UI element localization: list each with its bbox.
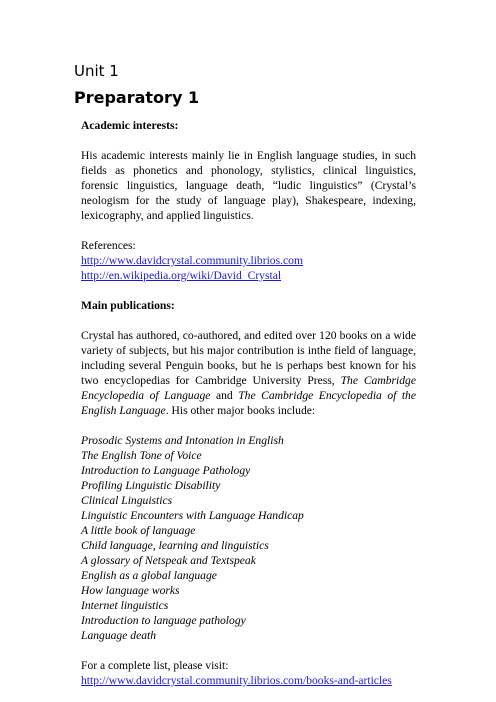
complete-list-label: For a complete list, please visit: — [81, 659, 229, 672]
book-item: How language works — [81, 584, 180, 597]
book-item: Child language, learning and linguistics — [81, 539, 269, 552]
academic-interests-text: His academic interests mainly lie in English language studies, in such fields as phonetics and phonology, stylistics, clinical linguistics, forensic linguistics, language death, “ludic linguistics” (Crystal’s neologism for the study of language play), Shakespeare, indexing, lexicography, and applied linguistics. — [81, 149, 416, 222]
book-item: Internet linguistics — [81, 599, 169, 612]
publications-text-and: and — [215, 389, 233, 402]
main-publications-heading: Main publications: — [81, 299, 175, 312]
reference-link-librios[interactable]: http://www.davidcrystal.community.librios.com — [81, 254, 303, 267]
complete-list-link[interactable]: http://www.davidcrystal.community.librios.com/books-and-articles — [81, 674, 392, 687]
publications-text-intro: Crystal has authored, co-authored, and edited over 120 books on a wide variety of subjects, but his major contribution is inthe field of language, including several Penguin books, but he is perhaps best known for his two encyclopedias for Cambridge University Press, — [81, 329, 416, 387]
reference-link-wikipedia[interactable]: http://en.wikipedia.org/wiki/David_Crystal — [81, 269, 282, 282]
section-title: Preparatory 1 — [74, 88, 200, 107]
unit-title: Unit 1 — [74, 62, 119, 80]
book-item: The English Tone of Voice — [81, 449, 202, 462]
academic-interests-heading: Academic interests: — [81, 119, 179, 132]
book-item: Prosodic Systems and Intonation in English — [81, 434, 284, 447]
book-item: A glossary of Netspeak and Textspeak — [81, 554, 256, 567]
book-item: Clinical Linguistics — [81, 494, 173, 507]
document-body — [81, 118, 416, 688]
encyclopedia-title-english: The Cambridge Encyclopedia of the English Language — [81, 389, 417, 417]
book-item: A little book of language — [81, 524, 196, 537]
book-item: Linguistic Encounters with Language Handicap — [81, 509, 304, 522]
book-list — [81, 433, 416, 643]
book-item: Language death — [81, 629, 157, 642]
references-label: References: — [81, 239, 136, 252]
publications-text — [81, 328, 416, 418]
book-item: Introduction to Language Pathology — [81, 464, 251, 477]
book-item: English as a global language — [81, 569, 217, 582]
book-item: Introduction to language pathology — [81, 614, 246, 627]
book-item: Profiling Linguistic Disability — [81, 479, 221, 492]
publications-text-outro: . His other major books include: — [165, 404, 316, 417]
encyclopedia-title-language: The Cambridge Encyclopedia of Language — [81, 374, 416, 402]
